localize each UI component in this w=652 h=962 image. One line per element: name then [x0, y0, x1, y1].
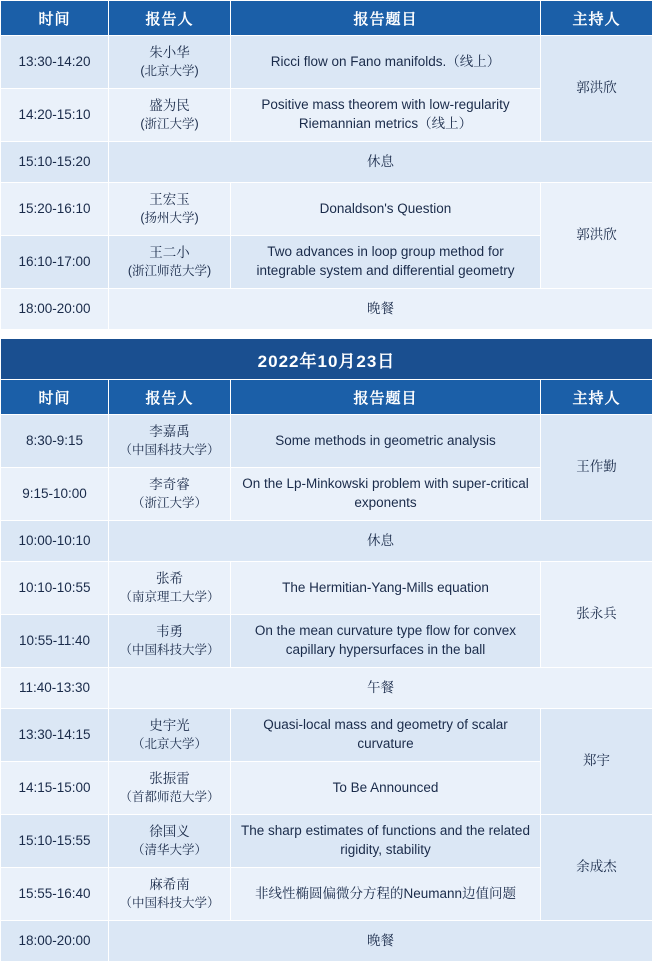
cell-time: 18:00-20:00: [1, 289, 109, 330]
cell-time: 15:55-16:40: [1, 868, 109, 921]
table-row-break: [1, 289, 652, 330]
speaker-name: 盛为民: [149, 98, 190, 113]
table-header-row-day1: [1, 1, 652, 36]
cell-title: Donaldson's Question: [231, 183, 541, 236]
cell-time: 10:10-10:55: [1, 562, 109, 615]
table-row-break: [1, 521, 652, 562]
cell-title: Quasi-local mass and geometry of scalar curvature: [231, 709, 541, 762]
cell-title: The Hermitian-Yang-Mills equation: [231, 562, 541, 615]
speaker-name: 麻希南: [149, 877, 190, 892]
speaker-name: 张振雷: [149, 771, 190, 786]
cell-time: 15:20-16:10: [1, 183, 109, 236]
speaker-affiliation: (扬州大学): [115, 210, 224, 228]
speaker-affiliation: (浙江师范大学): [115, 263, 224, 281]
table-row-break: [1, 668, 652, 709]
cell-break-label: 晚餐: [109, 921, 652, 962]
column-header-title: 报告题目: [231, 1, 541, 36]
cell-chair: 郑宇: [541, 709, 652, 815]
speaker-affiliation: （首都师范大学）: [115, 789, 224, 807]
speaker-name: 徐国义: [149, 824, 190, 839]
date-banner-day2: [1, 339, 652, 380]
cell-title: To Be Announced: [231, 762, 541, 815]
speaker-affiliation: （北京大学）: [115, 736, 224, 754]
cell-chair: 张永兵: [541, 562, 652, 668]
cell-speaker: [109, 183, 231, 236]
cell-chair: 郭洪欣: [541, 183, 652, 289]
cell-speaker: [109, 868, 231, 921]
table-row-break: [1, 921, 652, 962]
cell-time: 10:55-11:40: [1, 615, 109, 668]
speaker-name: 史宇光: [149, 718, 190, 733]
speaker-name: 韦勇: [156, 624, 183, 639]
table-row: [1, 36, 652, 89]
date-banner-label: 2022年10月23日: [1, 339, 652, 380]
cell-title: Two advances in loop group method for integrable system and differential geometry: [231, 236, 541, 289]
speaker-affiliation: （中国科技大学）: [115, 642, 224, 660]
column-header-time: 时间: [1, 1, 109, 36]
cell-time: 15:10-15:55: [1, 815, 109, 868]
cell-speaker: [109, 468, 231, 521]
cell-speaker: [109, 36, 231, 89]
cell-break-label: 休息: [109, 521, 652, 562]
cell-speaker: [109, 89, 231, 142]
cell-chair: 王作勤: [541, 415, 652, 521]
cell-title: Positive mass theorem with low-regularity Riemannian metrics（线上）: [231, 89, 541, 142]
cell-title: On the Lp-Minkowski problem with super-critical exponents: [231, 468, 541, 521]
cell-title: The sharp estimates of functions and the related rigidity, stability: [231, 815, 541, 868]
speaker-affiliation: （中国科技大学）: [115, 895, 224, 913]
table-row: [1, 562, 652, 615]
table-header-row-day2: [1, 380, 652, 415]
cell-time: 14:20-15:10: [1, 89, 109, 142]
speaker-affiliation: （南京理工大学）: [115, 589, 224, 607]
cell-speaker: [109, 562, 231, 615]
section-spacer: [1, 330, 652, 339]
cell-time: 13:30-14:20: [1, 36, 109, 89]
cell-speaker: [109, 762, 231, 815]
cell-speaker: [109, 415, 231, 468]
table-row: [1, 415, 652, 468]
cell-time: 16:10-17:00: [1, 236, 109, 289]
cell-speaker: [109, 615, 231, 668]
cell-chair: 郭洪欣: [541, 36, 652, 142]
cell-time: 11:40-13:30: [1, 668, 109, 709]
column-header-speaker: 报告人: [109, 1, 231, 36]
cell-time: 15:10-15:20: [1, 142, 109, 183]
column-header-chair: 主持人: [541, 1, 652, 36]
speaker-affiliation: （浙江大学）: [115, 495, 224, 513]
speaker-name: 王二小: [149, 245, 190, 260]
cell-time: 9:15-10:00: [1, 468, 109, 521]
column-header-title: 报告题目: [231, 380, 541, 415]
speaker-affiliation: (北京大学): [115, 63, 224, 81]
table-row-break: [1, 142, 652, 183]
speaker-name: 朱小华: [149, 45, 190, 60]
cell-break-label: 晚餐: [109, 289, 652, 330]
column-header-speaker: 报告人: [109, 380, 231, 415]
speaker-affiliation: （清华大学）: [115, 842, 224, 860]
speaker-name: 李奇睿: [149, 477, 190, 492]
cell-break-label: 午餐: [109, 668, 652, 709]
speaker-name: 李嘉禹: [149, 424, 190, 439]
table-row: [1, 183, 652, 236]
cell-speaker: [109, 815, 231, 868]
cell-speaker: [109, 236, 231, 289]
table-row: [1, 815, 652, 868]
cell-time: 8:30-9:15: [1, 415, 109, 468]
speaker-name: 王宏玉: [149, 192, 190, 207]
cell-time: 18:00-20:00: [1, 921, 109, 962]
cell-title: Ricci flow on Fano manifolds.（线上）: [231, 36, 541, 89]
cell-title: 非线性椭圆偏微分方程的Neumann边值问题: [231, 868, 541, 921]
cell-break-label: 休息: [109, 142, 652, 183]
cell-title: Some methods in geometric analysis: [231, 415, 541, 468]
speaker-name: 张希: [156, 571, 183, 586]
cell-chair: 余成杰: [541, 815, 652, 921]
column-header-time: 时间: [1, 380, 109, 415]
table-row: [1, 709, 652, 762]
cell-time: 10:00-10:10: [1, 521, 109, 562]
speaker-affiliation: （中国科技大学）: [115, 442, 224, 460]
cell-title: On the mean curvature type flow for convex capillary hypersurfaces in the ball: [231, 615, 541, 668]
cell-time: 14:15-15:00: [1, 762, 109, 815]
cell-time: 13:30-14:15: [1, 709, 109, 762]
cell-speaker: [109, 709, 231, 762]
column-header-chair: 主持人: [541, 380, 652, 415]
speaker-affiliation: (浙江大学): [115, 116, 224, 134]
